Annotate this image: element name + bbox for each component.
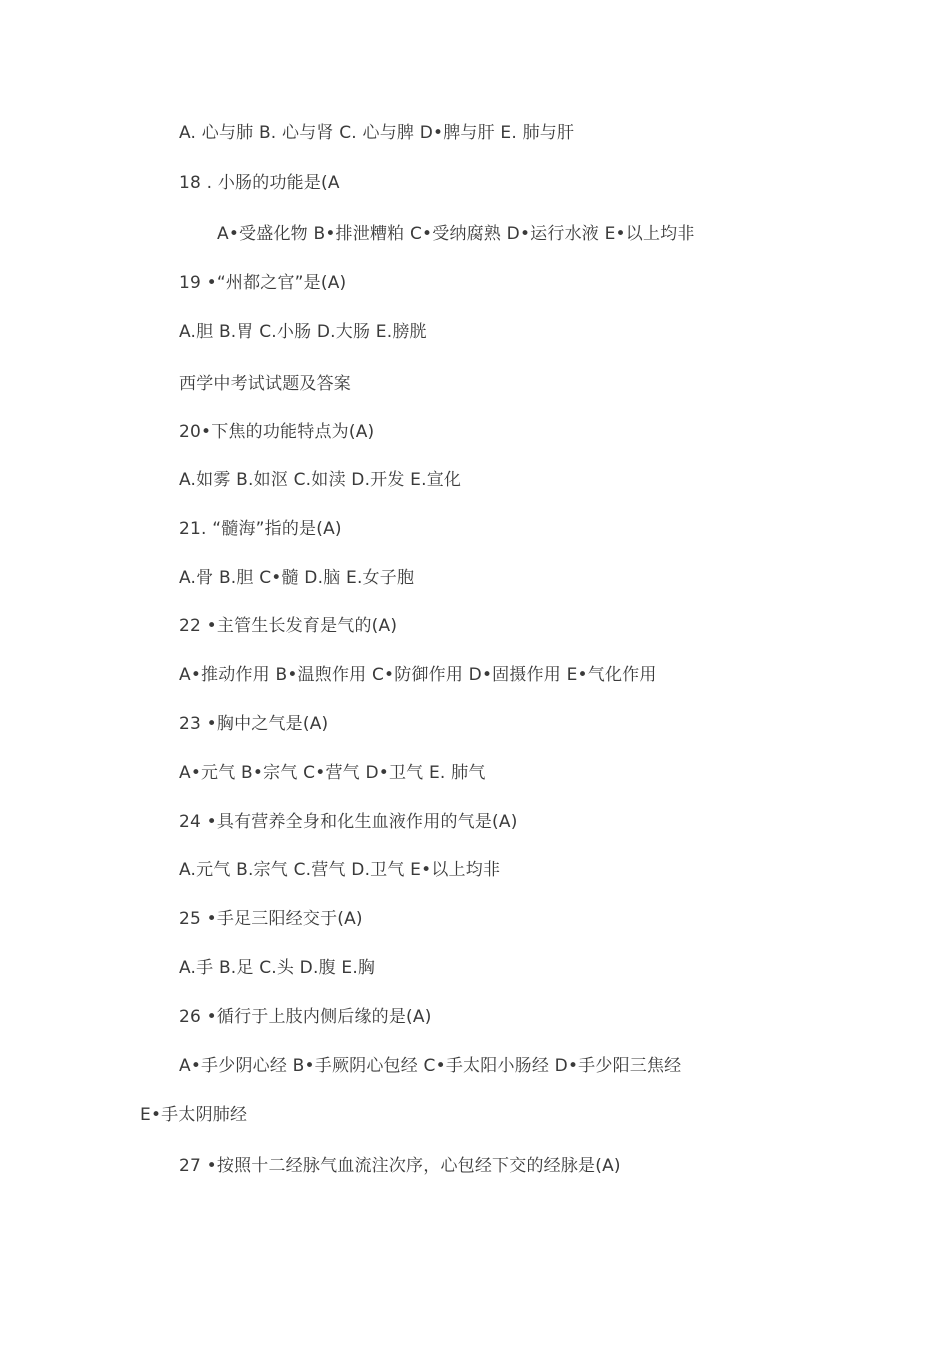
answer-options-19: A.胆 B.胃 C.小肠 D.大肠 E.膀胱 — [179, 322, 427, 342]
answer-options-20: A.如雾 B.如沤 C.如渎 D.开发 E.宣化 — [179, 470, 462, 490]
question-27: 27 •按照十二经脉气血流注次序，心包经下交的经脉是(A) — [179, 1156, 621, 1176]
answer-options-17: A. 心与肺 B. 心与肾 C. 心与脾 D•脾与肝 E. 肺与肝 — [179, 123, 575, 143]
answer-options-24: A.元气 B.宗气 C.营气 D.卫气 E•以上均非 — [179, 860, 501, 880]
question-24: 24 •具有营养全身和化生血液作用的气是(A) — [179, 812, 518, 832]
answer-options-23: A•元气 B•宗气 C•营气 D•卫气 E. 肺气 — [179, 763, 486, 783]
running-header: 西学中考试试题及答案 — [179, 374, 351, 394]
question-18: 18 . 小肠的功能是(A — [179, 173, 340, 193]
question-21: 21. “髓海”指的是(A) — [179, 519, 342, 539]
answer-options-26-continued: E•手太阴肺经 — [140, 1105, 248, 1125]
question-20: 20•下焦的功能特点为(A) — [179, 422, 375, 442]
question-26: 26 •循行于上肢内侧后缘的是(A) — [179, 1007, 432, 1027]
question-25: 25 •手足三阳经交于(A) — [179, 909, 363, 929]
answer-options-22: A•推动作用 B•温煦作用 C•防御作用 D•固摄作用 E•气化作用 — [179, 665, 657, 685]
answer-options-18: A•受盛化物 B•排泄糟粕 C•受纳腐熟 D•运行水液 E•以上均非 — [217, 224, 695, 244]
question-19: 19 •“州都之官”是(A) — [179, 273, 347, 293]
answer-options-25: A.手 B.足 C.头 D.腹 E.胸 — [179, 958, 376, 978]
question-23: 23 •胸中之气是(A) — [179, 714, 329, 734]
answer-options-26: A•手少阴心经 B•手厥阴心包经 C•手太阳小肠经 D•手少阳三焦经 — [179, 1056, 682, 1076]
answer-options-21: A.骨 B.胆 C•髓 D.脑 E.女子胞 — [179, 568, 415, 588]
question-22: 22 •主管生长发育是气的(A) — [179, 616, 398, 636]
